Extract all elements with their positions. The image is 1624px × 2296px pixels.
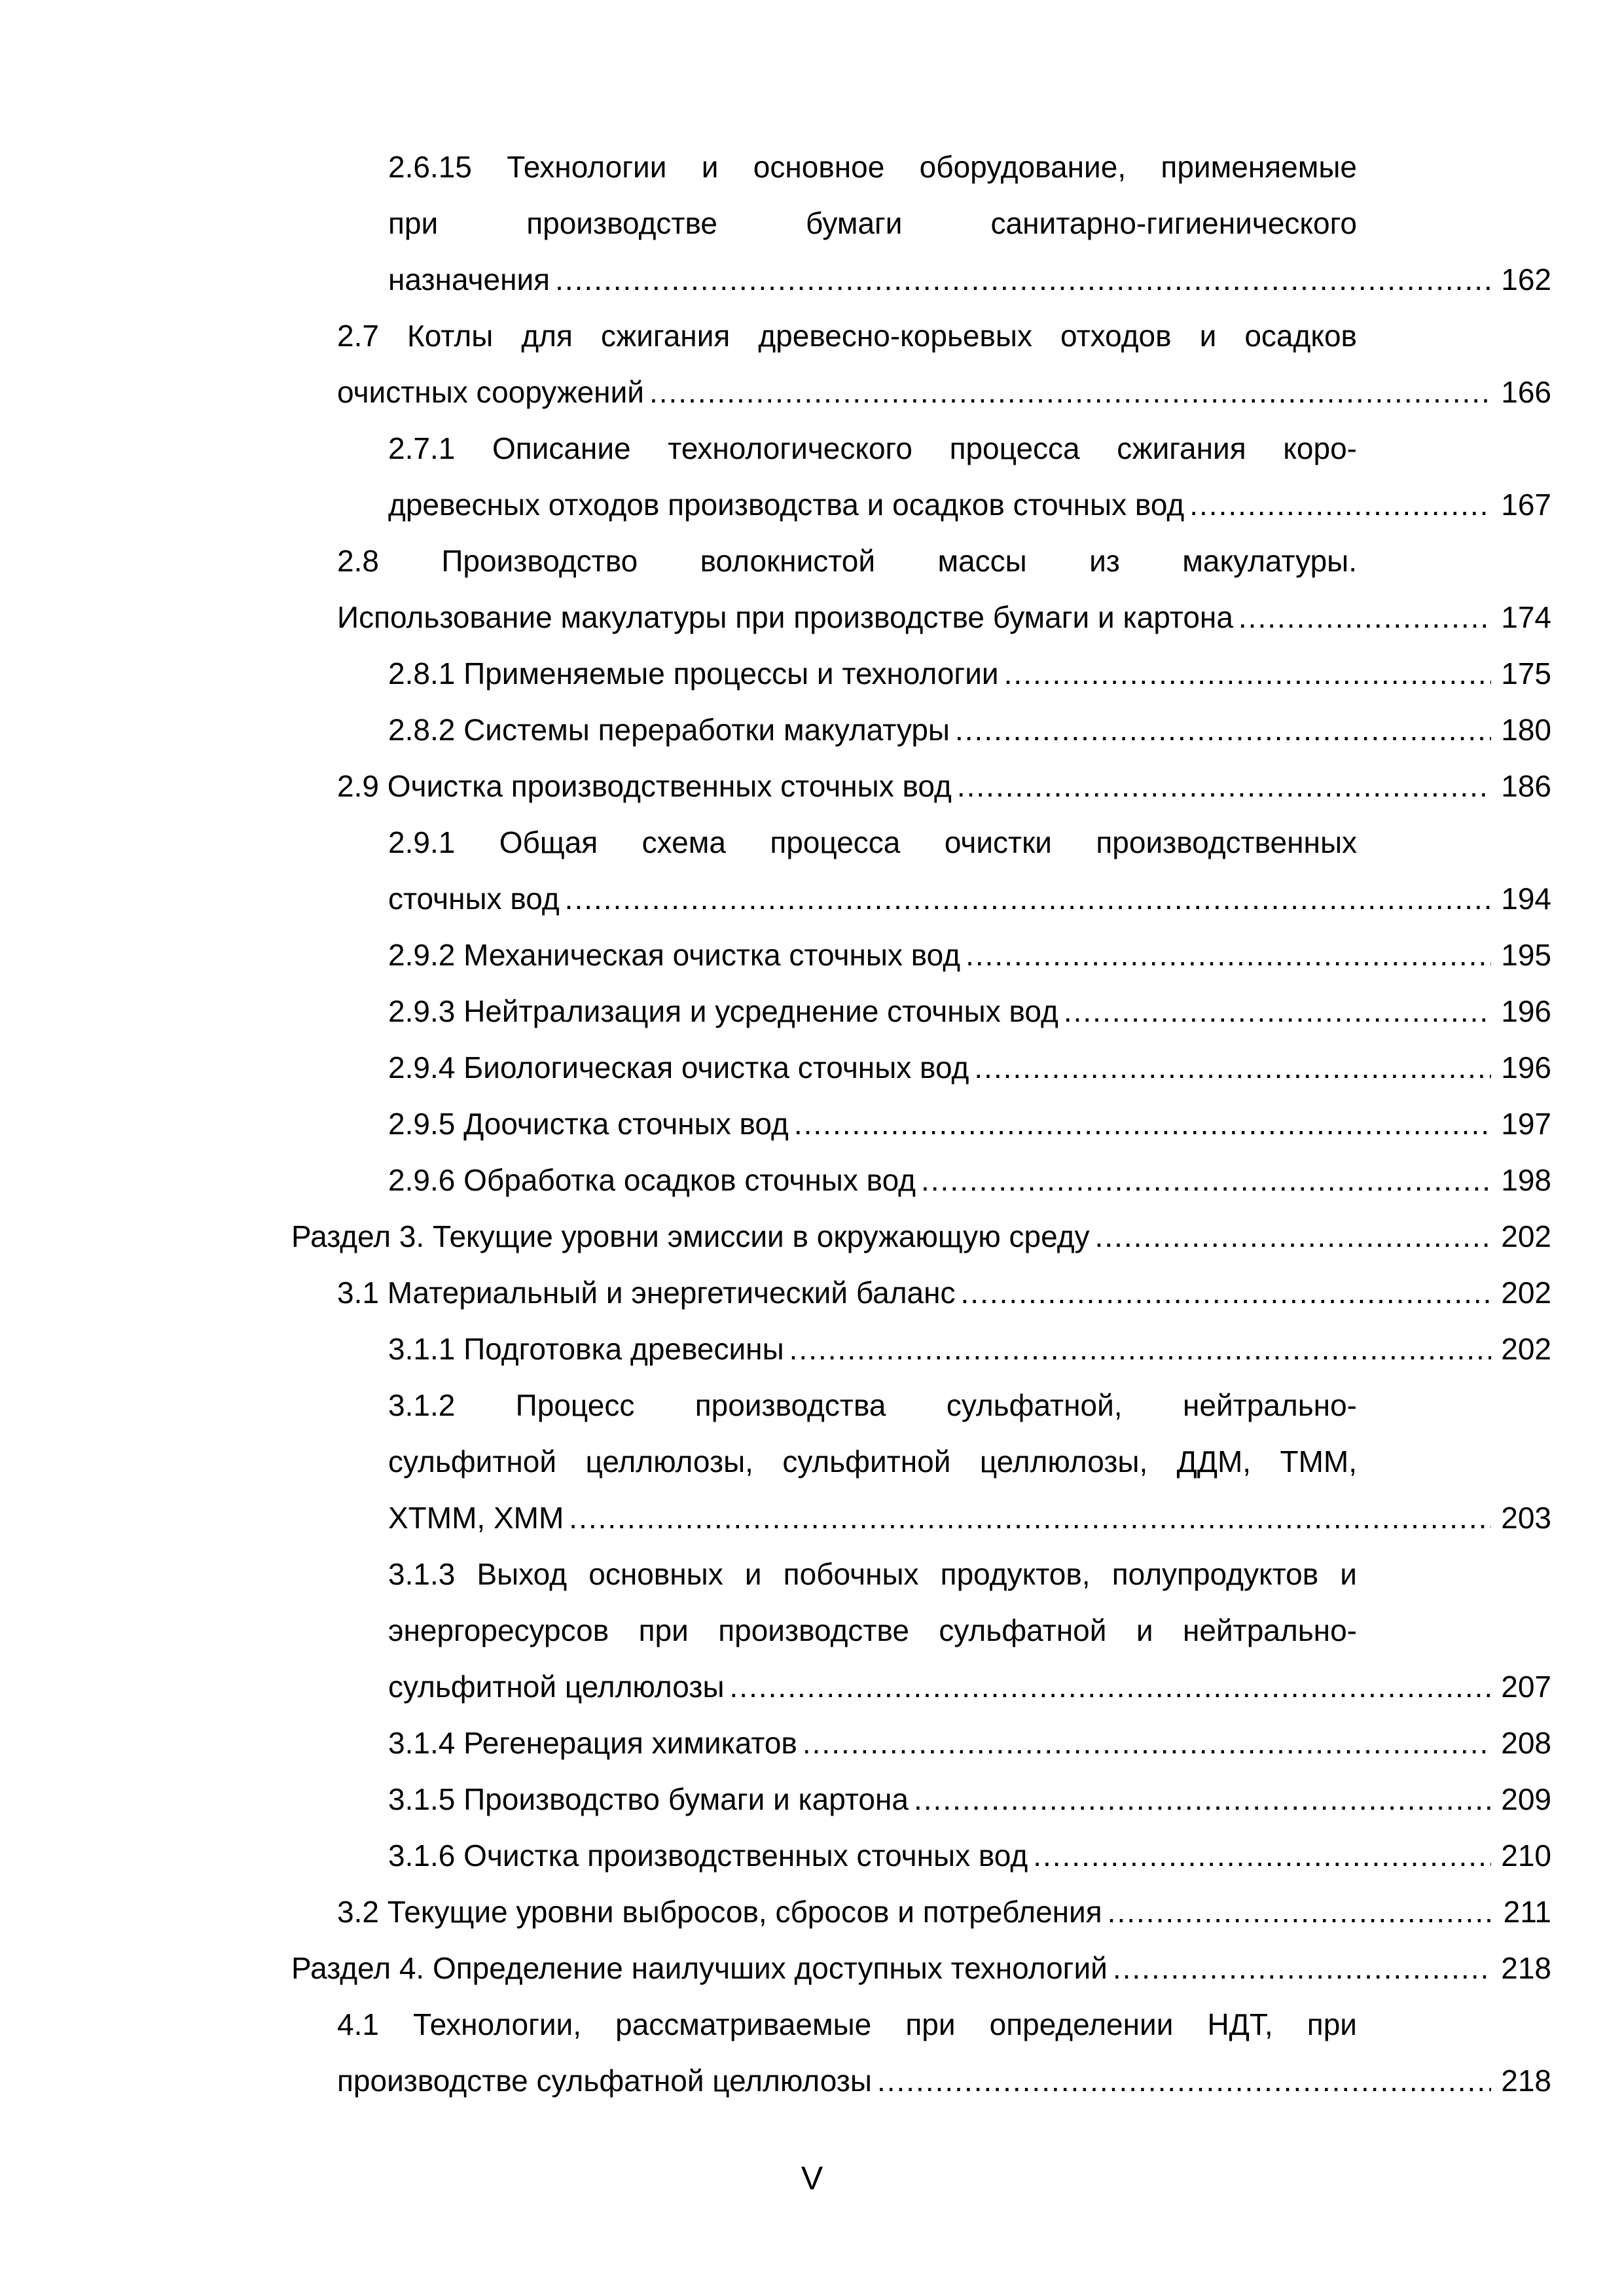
- toc-entry[interactable]: [0, 645, 1624, 702]
- toc-entry[interactable]: [0, 1715, 1624, 1771]
- toc-page-number[interactable]: 197: [1501, 1107, 1551, 1141]
- toc-entry[interactable]: [0, 983, 1624, 1039]
- dot-leader: [1064, 983, 1491, 1039]
- toc-entry-title: сульфитной целлюлозы: [388, 1670, 725, 1704]
- toc-entry-line: 2.7.1 Описание технологического процесса сжигания коро-: [388, 431, 1357, 465]
- toc-entry-final-line: [337, 589, 1551, 645]
- toc-page-number[interactable]: 202: [1501, 1276, 1551, 1310]
- toc-entry[interactable]: [0, 1546, 1624, 1715]
- dot-leader: [803, 1715, 1491, 1771]
- toc-entry[interactable]: [0, 1996, 1624, 2109]
- dot-leader: [1238, 589, 1491, 645]
- toc-entry-final-line: [291, 1940, 1551, 1996]
- toc-entry-title: 2.9.2 Механическая очистка сточных вод: [388, 938, 961, 972]
- toc-entry-final-line: [388, 870, 1551, 927]
- toc-entry-title: Раздел 4. Определение наилучших доступных технологий: [291, 1951, 1108, 1985]
- toc-page-number[interactable]: 210: [1501, 1839, 1551, 1873]
- dot-leader: [955, 702, 1491, 758]
- toc-entry-final-line: [388, 1490, 1551, 1546]
- toc-entry-title: 2.9.3 Нейтрализация и усреднение сточных вод: [388, 994, 1058, 1028]
- toc-entry-line: 2.9.1 Общая схема процесса очистки производственных: [388, 825, 1357, 859]
- toc-entry-line: 2.7 Котлы для сжигания древесно-корьевых отходов и осадков: [337, 319, 1357, 353]
- toc-entry-final-line: [337, 1265, 1551, 1321]
- dot-leader: [1189, 476, 1491, 533]
- toc-page-number[interactable]: 194: [1501, 882, 1551, 916]
- toc-entry[interactable]: [0, 1096, 1624, 1152]
- dot-leader: [1033, 1827, 1491, 1884]
- toc-page-number[interactable]: 180: [1501, 713, 1551, 747]
- toc-entry-title: древесных отходов производства и осадков сточных вод: [388, 488, 1185, 522]
- toc-entry-title: сточных вод: [388, 882, 560, 916]
- toc-entry[interactable]: [0, 1771, 1624, 1827]
- toc-entry-title: ХТММ, ХММ: [388, 1501, 564, 1535]
- toc-page-number[interactable]: 207: [1501, 1670, 1551, 1704]
- toc-entry-title: 3.1.6 Очистка производственных сточных вод: [388, 1839, 1028, 1873]
- toc-page-number[interactable]: 208: [1501, 1726, 1551, 1760]
- toc-entry-title: 3.2 Текущие уровни выбросов, сбросов и потребления: [337, 1895, 1102, 1929]
- toc-entry-line: 3.1.2 Процесс производства сульфатной, нейтрально-: [388, 1388, 1357, 1422]
- dot-leader: [1113, 1940, 1491, 1996]
- toc-page-number[interactable]: 162: [1501, 262, 1551, 296]
- dot-leader: [555, 251, 1491, 308]
- toc-entry[interactable]: [0, 1940, 1624, 1996]
- toc-page-number[interactable]: 167: [1501, 488, 1551, 522]
- toc-entry-title: очистных сооружений: [337, 375, 644, 409]
- toc-entry-final-line: [337, 2053, 1551, 2109]
- toc-page-number[interactable]: 218: [1501, 1951, 1551, 1985]
- toc-entry-title: 2.9.5 Доочистка сточных вод: [388, 1107, 789, 1141]
- toc-entry[interactable]: [0, 1152, 1624, 1208]
- dot-leader: [569, 1490, 1491, 1546]
- dot-leader: [957, 758, 1491, 814]
- toc-page-number[interactable]: 196: [1501, 1050, 1551, 1085]
- toc-entry-final-line: [388, 1152, 1551, 1208]
- toc-entry[interactable]: [0, 814, 1624, 927]
- toc-entry[interactable]: [0, 139, 1624, 308]
- toc-page-number[interactable]: 196: [1501, 994, 1551, 1028]
- toc-page-number[interactable]: 209: [1501, 1782, 1551, 1816]
- toc-entry-final-line: [388, 476, 1551, 533]
- dot-leader: [965, 927, 1491, 983]
- dot-leader: [877, 2053, 1491, 2109]
- toc-entry[interactable]: [0, 758, 1624, 814]
- toc-entry[interactable]: [0, 1827, 1624, 1884]
- toc-entry-final-line: [388, 1321, 1551, 1377]
- toc-entry-line: 4.1 Технологии, рассматриваемые при определении НДТ, при: [337, 2007, 1357, 2041]
- toc-entry-final-line: [388, 1096, 1551, 1152]
- toc-entry-final-line: [388, 1771, 1551, 1827]
- dot-leader: [565, 870, 1491, 927]
- dot-leader: [961, 1265, 1491, 1321]
- toc-entry[interactable]: [0, 1265, 1624, 1321]
- toc-entry-line: при производстве бумаги санитарно-гигиенического: [388, 206, 1357, 240]
- toc-entry-title: производстве сульфатной целлюлозы: [337, 2064, 872, 2098]
- toc-entry-final-line: [388, 1715, 1551, 1771]
- toc-page-number[interactable]: 202: [1501, 1332, 1551, 1366]
- toc-entry-final-line: [291, 1208, 1551, 1265]
- toc-page-number[interactable]: 202: [1501, 1219, 1551, 1253]
- page-number: V: [801, 2160, 823, 2197]
- dot-leader: [1095, 1208, 1491, 1265]
- toc-page-number[interactable]: 203: [1501, 1501, 1551, 1535]
- dot-leader: [974, 1039, 1491, 1096]
- toc-page-number[interactable]: 218: [1501, 2064, 1551, 2098]
- toc-entry-final-line: [337, 364, 1551, 420]
- toc-entry-final-line: [337, 758, 1551, 814]
- toc-entry[interactable]: [0, 420, 1624, 533]
- toc-entry-final-line: [388, 702, 1551, 758]
- toc-entry-final-line: [388, 645, 1551, 702]
- dot-leader: [649, 364, 1491, 420]
- toc-entry[interactable]: [0, 702, 1624, 758]
- toc-entry-title: 3.1 Материальный и энергетический баланс: [337, 1276, 956, 1310]
- toc-entry-final-line: [337, 1884, 1551, 1940]
- dot-leader: [794, 1096, 1491, 1152]
- toc-entry-title: 3.1.4 Регенерация химикатов: [388, 1726, 797, 1760]
- toc-entry[interactable]: [0, 1321, 1624, 1377]
- toc-entry[interactable]: [0, 1208, 1624, 1265]
- toc-page-number[interactable]: 166: [1501, 375, 1551, 409]
- toc-entry[interactable]: [0, 927, 1624, 983]
- toc-entry[interactable]: [0, 308, 1624, 420]
- toc-page-number[interactable]: 174: [1501, 600, 1551, 634]
- toc-entry-line: энергоресурсов при производстве сульфатной и нейтрально-: [388, 1613, 1357, 1647]
- toc-entry-line: 2.6.15 Технологии и основное оборудование, применяемые: [388, 150, 1357, 184]
- toc-entry[interactable]: [0, 1884, 1624, 1940]
- dot-leader: [789, 1321, 1491, 1377]
- toc-entry-title: назначения: [388, 262, 550, 296]
- toc-entry-final-line: [388, 1039, 1551, 1096]
- toc-entry-title: Использование макулатуры при производстве бумаги и картона: [337, 600, 1233, 634]
- toc-entry-title: Раздел 3. Текущие уровни эмиссии в окружающую среду: [291, 1219, 1090, 1253]
- table-of-contents: [0, 139, 1624, 2109]
- toc-entry-final-line: [388, 1827, 1551, 1884]
- dot-leader: [730, 1659, 1491, 1715]
- toc-entry-title: 2.8.1 Применяемые процессы и технологии: [388, 656, 999, 691]
- toc-entry-title: 2.9 Очистка производственных сточных вод: [337, 769, 952, 803]
- toc-page-number[interactable]: 175: [1501, 656, 1551, 691]
- dot-leader: [1108, 1884, 1491, 1940]
- toc-entry[interactable]: [0, 1039, 1624, 1096]
- toc-page-number[interactable]: 195: [1501, 938, 1551, 972]
- dot-leader: [921, 1152, 1491, 1208]
- toc-page-number[interactable]: 186: [1501, 769, 1551, 803]
- toc-page-number[interactable]: 211: [1503, 1895, 1551, 1929]
- toc-entry-line: сульфитной целлюлозы, сульфитной целлюлозы, ДДМ, ТММ,: [388, 1444, 1357, 1479]
- toc-entry-title: 2.8.2 Системы переработки макулатуры: [388, 713, 950, 747]
- dot-leader: [1004, 645, 1491, 702]
- toc-entry-final-line: [388, 251, 1551, 308]
- toc-entry-title: 2.9.4 Биологическая очистка сточных вод: [388, 1050, 969, 1085]
- toc-page-number[interactable]: 198: [1501, 1163, 1551, 1197]
- toc-entry-final-line: [388, 1659, 1551, 1715]
- toc-entry-line: 2.8 Производство волокнистой массы из макулатуры.: [337, 544, 1357, 578]
- toc-entry[interactable]: [0, 533, 1624, 645]
- dot-leader: [914, 1771, 1491, 1827]
- toc-entry-title: 3.1.1 Подготовка древесины: [388, 1332, 784, 1366]
- toc-entry-title: 2.9.6 Обработка осадков сточных вод: [388, 1163, 916, 1197]
- toc-entry[interactable]: [0, 1377, 1624, 1546]
- toc-entry-line: 3.1.3 Выход основных и побочных продуктов, полупродуктов и: [388, 1557, 1357, 1591]
- toc-entry-final-line: [388, 983, 1551, 1039]
- toc-entry-title: 3.1.5 Производство бумаги и картона: [388, 1782, 909, 1816]
- toc-entry-final-line: [388, 927, 1551, 983]
